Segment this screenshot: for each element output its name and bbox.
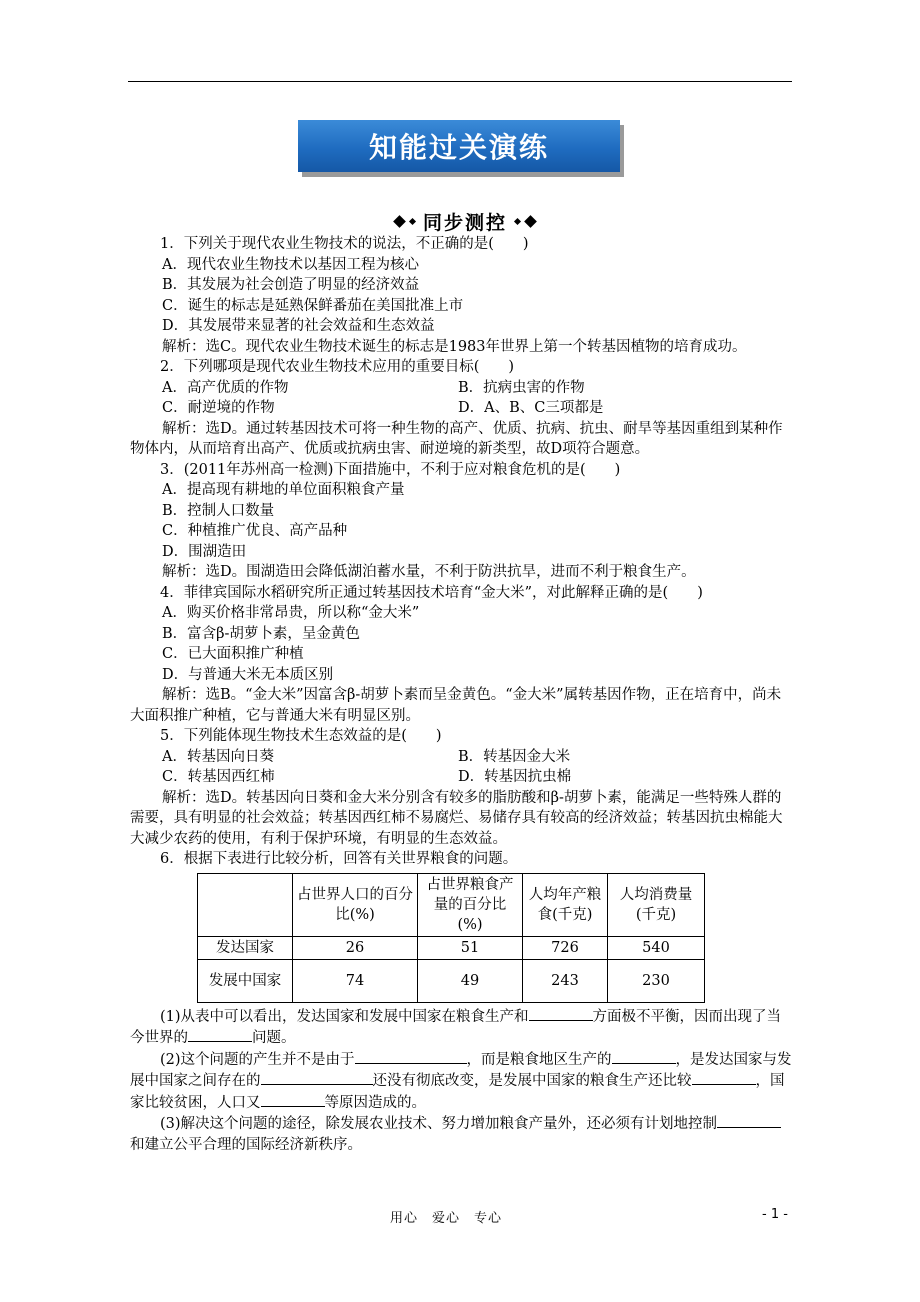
q2-analysis: 解析：选D。通过转基因技术可将一种生物的高产、优质、抗病、抗虫、耐旱等基因重组到某种作物体内，从而培育出高产、优质或抗病虫害、耐逆境的新类型，故D项符合题意。 (130, 420, 783, 457)
answer-blank[interactable] (261, 1070, 373, 1085)
table-cell: 26 (293, 936, 418, 959)
answer-blank[interactable] (355, 1049, 467, 1064)
q3-option-b: B．控制人口数量 (162, 502, 275, 519)
header-rule (128, 81, 792, 82)
q6-part-2-text: ，而是粮食地区生产的 (466, 1051, 612, 1068)
table-header-cell: 人均消费量(千克) (608, 873, 705, 936)
table-header-cell: 占世界人口的百分比(%) (293, 873, 418, 936)
q3-option-a: A．提高现有耕地的单位面积粮食产量 (162, 482, 405, 498)
table-header-row (198, 873, 705, 936)
q4-option-b: B．富含β-胡萝卜素，呈金黄色 (162, 625, 360, 642)
q3-option-c: C．种植推广优良、高产品种 (162, 523, 348, 539)
q1-option-a: A．现代农业生物技术以基因工程为核心 (162, 256, 419, 273)
q6-part-1-text: 方面极不平衡，因而出现了当今世界的 (130, 1008, 782, 1046)
q5-options-row-2 (130, 767, 792, 788)
answer-blank[interactable] (529, 1006, 593, 1021)
q3-analysis: 解析：选D。围湖造田会降低湖泊蓄水量，不利于防洪抗旱，进而不利于粮食生产。 (162, 564, 696, 580)
q5-options-row-1 (130, 747, 792, 768)
q2-options-row-2 (130, 398, 792, 419)
grain-table (197, 873, 705, 1003)
question-1-stem: 1．下列关于现代农业生物技术的说法，不正确的是( ) (160, 236, 529, 252)
diamond-icon (524, 215, 537, 228)
q6-part-2-text: ，国家比较贫困，人口又 (130, 1073, 785, 1111)
answer-blank[interactable] (612, 1049, 676, 1064)
q6-part-3 (130, 1113, 792, 1155)
diamond-small-icon (409, 217, 416, 224)
q6-part-2-text: ，是发达国家与发展中国家之间存在的 (130, 1051, 792, 1089)
q6-part-1-text: (1)从表中可以看出，发达国家和发展中国家在粮食生产和 (160, 1008, 529, 1025)
q6-part-3-text: (3)解决这个问题的途径，除发展农业技术、努力增加粮食产量外，还必须有计划地控制 (160, 1116, 718, 1132)
question-4-stem: 4．菲律宾国际水稻研究所正通过转基因技术培育“金大米”，对此解释正确的是( ) (160, 584, 703, 601)
section-heading (350, 208, 580, 234)
q6-part-3-text: 和建立公平合理的国际经济新秩序。 (130, 1136, 362, 1153)
diamond-small-icon (514, 217, 521, 224)
q5-analysis: 解析：选D。转基因向日葵和金大米分别含有较多的脂肪酸和β-胡萝卜素，能满足一些特殊人群的需要，具有明显的社会效益；转基因西红柿不易腐烂、易储存具有较高的经济效益；转基因抗虫棉能大大减少农药的使用，有利于保护环境，有明显的生态效益。 (130, 789, 783, 847)
banner-title: 知能过关演练 (368, 131, 549, 164)
table-header-cell (198, 873, 293, 936)
table-cell: 发达国家 (198, 936, 293, 959)
question-2-stem: 2．下列哪项是现代农业生物技术应用的重要目标( ) (160, 359, 515, 375)
q5-option-c: C．转基因西红柿 (162, 769, 275, 785)
q3-option-d: D．围湖造田 (162, 543, 247, 560)
question-list (130, 234, 792, 1155)
title-banner (298, 120, 620, 172)
q6-part-1 (130, 1006, 792, 1049)
q1-option-b: B．其发展为社会创造了明显的经济效益 (162, 277, 420, 293)
table-cell: 发展中国家 (198, 959, 293, 1002)
q1-analysis: 解析：选C。现代农业生物技术诞生的标志是1983年世界上第一个转基因植物的培育成功。 (162, 338, 747, 355)
diamond-icon (393, 215, 406, 228)
q1-option-d: D．其发展带来显著的社会效益和生态效益 (162, 318, 435, 334)
question-6-stem: 6．根据下表进行比较分析，回答有关世界粮食的问题。 (160, 851, 518, 867)
q5-option-a: A．转基因向日葵 (162, 748, 274, 765)
section-title: 同步测控 (422, 211, 507, 234)
footer-motto: 用心 爱心 专心 (390, 1211, 503, 1226)
q2-option-c: C．耐逆境的作物 (162, 400, 275, 416)
table-row (198, 936, 705, 959)
q4-option-a: A．购买价格非常昂贵，所以称“金大米” (162, 605, 420, 621)
answer-blank[interactable] (692, 1070, 756, 1085)
q5-option-d: D．转基因抗虫棉 (458, 769, 572, 785)
table-cell: 49 (418, 959, 523, 1002)
q4-option-d: D．与普通大米无本质区别 (162, 666, 334, 683)
answer-blank[interactable] (188, 1027, 252, 1042)
q2-option-a: A．高产优质的作物 (162, 379, 289, 396)
q6-part-2-text: 等原因造成的。 (324, 1094, 426, 1111)
answer-blank[interactable] (261, 1092, 325, 1107)
q6-part-2-text: 还没有彻底改变，是发展中国家的粮食生产还比较 (372, 1073, 692, 1089)
q6-part-1-text: 问题。 (252, 1030, 296, 1046)
question-5-stem: 5．下列能体现生物技术生态效益的是( ) (160, 728, 442, 744)
q4-option-c: C．已大面积推广种植 (162, 646, 304, 662)
q4-analysis: 解析：选B。“金大米”因富含β-胡萝卜素而呈金黄色。“金大米”属转基因作物，正在培育中，尚未大面积推广种植，它与普通大米有明显区别。 (130, 687, 782, 724)
q2-option-d: D．A、B、C三项都是 (458, 400, 604, 416)
table-cell: 540 (608, 936, 705, 959)
question-3-stem: 3．(2011年苏州高一检测)下面措施中，不利于应对粮食危机的是( ) (160, 461, 621, 478)
q1-option-c: C．诞生的标志是延熟保鲜番茄在美国批准上市 (162, 297, 464, 314)
q6-part-2-text: (2)这个问题的产生并不是由于 (160, 1051, 355, 1068)
q2-option-b: B．抗病虫害的作物 (458, 379, 585, 396)
table-cell: 230 (608, 959, 705, 1002)
page-number: - 1 - (762, 1207, 788, 1222)
table-header-cell: 占世界粮食产量的百分比(%) (418, 873, 523, 936)
answer-blank[interactable] (717, 1113, 781, 1128)
table-cell: 726 (523, 936, 608, 959)
q5-option-b: B．转基因金大米 (458, 748, 571, 765)
table-cell: 74 (293, 959, 418, 1002)
q2-options-row-1 (130, 378, 792, 399)
q6-part-2 (130, 1049, 792, 1114)
table-cell: 243 (523, 959, 608, 1002)
table-header-cell: 人均年产粮食(千克) (523, 873, 608, 936)
table-row (198, 959, 705, 1002)
table-cell: 51 (418, 936, 523, 959)
